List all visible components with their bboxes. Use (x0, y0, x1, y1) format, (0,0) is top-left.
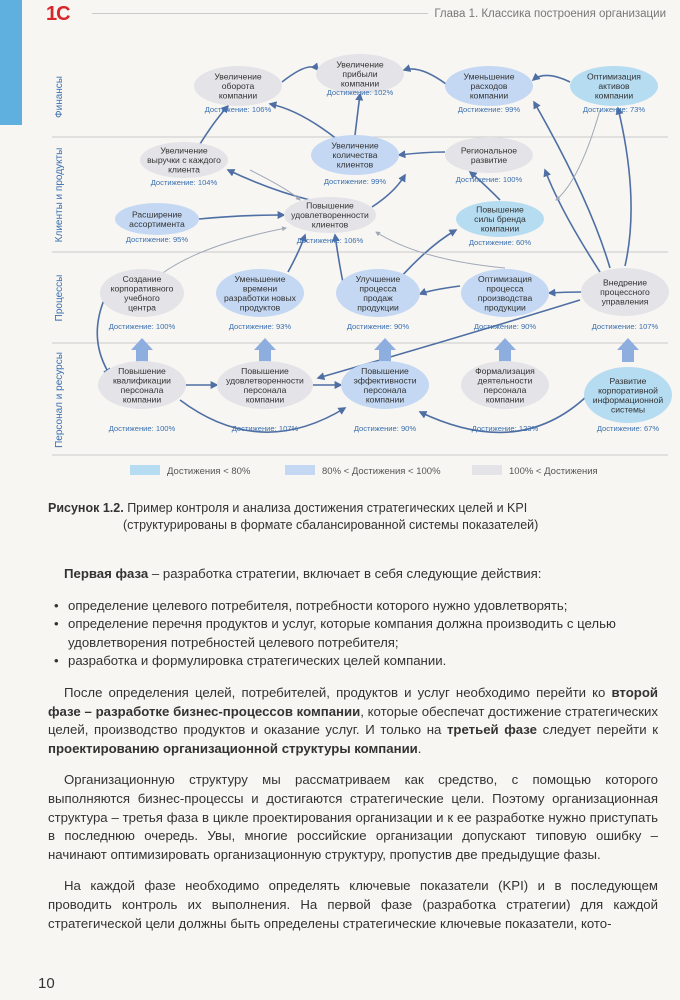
achievement-label: Достижение: 67% (596, 424, 660, 433)
goal-node-label: количества (332, 150, 378, 160)
goal-node-label: квалификации (113, 375, 171, 386)
goal-node-label: компании (485, 394, 525, 405)
goal-node-label: Повышение (241, 365, 289, 376)
goal-node-label: персонала (483, 384, 527, 395)
legend-label: 80% < Достижения < 100% (322, 466, 441, 477)
goal-node-label: Повышение (118, 365, 166, 376)
goal-node-label: продукции (357, 302, 399, 313)
achievement-label: Достижение: 100% (108, 322, 176, 331)
goal-node-label: Создание (122, 273, 162, 284)
goal-node-label: персонала (243, 384, 287, 395)
legend-swatch-mid (285, 465, 315, 475)
achievement-label: Достижение: 90% (353, 424, 417, 433)
lane-label: Процессы (54, 274, 65, 322)
achievement-label: Достижение: 123% (471, 424, 539, 433)
goal-node-label: удовлетворенности (226, 375, 304, 386)
phase1-rest: – разработка стратегии, включает в себя следующие действия: (148, 566, 542, 581)
diagram-arrow (549, 292, 582, 293)
block-arrow-up (617, 338, 639, 362)
goal-node-label: корпоративного (110, 283, 174, 294)
achievement-label: Достижение: 107% (231, 424, 299, 433)
goal-node-label: развитие (470, 154, 508, 165)
goal-node-label: клиентов (336, 159, 374, 170)
goal-node-label: информационной (592, 394, 664, 405)
goal-node-label: продаж (363, 292, 393, 303)
lane-label: Персонал и ресурсы (54, 352, 65, 448)
achievement-label: Достижение: 106% (204, 105, 272, 114)
goal-node-label: Оптимизация (587, 71, 641, 82)
goal-node-label: оборота (221, 81, 255, 91)
block-arrow-up (131, 338, 153, 362)
goal-node-label: компании (594, 90, 634, 101)
block-arrow-up (254, 338, 276, 362)
chapter-title: Глава 1. Классика построения организации (428, 8, 666, 20)
diagram-arrow (282, 67, 318, 82)
caption-label: Рисунок 1.2. (48, 501, 124, 515)
goal-node-label: компании (365, 394, 405, 405)
achievement-label: Достижение: 100% (108, 424, 176, 433)
achievement-label: Достижение: 90% (473, 322, 537, 331)
achievement-label: Достижение: 95% (125, 235, 189, 244)
goal-node-label: Увеличение (160, 145, 208, 156)
goal-node-label: силы бренда (474, 214, 526, 224)
diagram-arrow (533, 75, 570, 82)
goal-node-label: компании (340, 78, 380, 89)
block-arrow-up (374, 338, 396, 362)
diagram-arrow (399, 152, 445, 155)
goal-node-label: персонала (120, 384, 164, 395)
goal-node-label: Оптимизация (478, 273, 532, 284)
goal-node-label: персонала (363, 384, 407, 395)
goal-node-label: Уменьшение (463, 71, 515, 82)
goal-node-label: Увеличение (214, 71, 262, 82)
achievement-label: Достижение: 99% (457, 105, 521, 114)
diagram-arrow (618, 108, 631, 266)
achievement-label: Достижение: 107% (591, 322, 659, 331)
goal-node-label: удовлетворенности (291, 210, 369, 220)
goal-node-label: деятельности (477, 375, 533, 386)
paragraph-4: На каждой фазе необходимо определять ключевые показатели (KPI) и в последующем проводить контроль их выполнения. На первой фазе (разработка стратегии) для каждой стратегической цели должны быть определены стратегические ключевые показатели, кото- (48, 878, 658, 931)
goal-node-label: компании (245, 394, 285, 405)
goal-node-label: продукции (484, 302, 526, 313)
goal-node-label: процессного (600, 287, 650, 297)
goal-node-label: центра (128, 302, 156, 313)
goal-node-label: системы (610, 404, 646, 415)
diagram-arrow (199, 215, 284, 219)
publisher-logo: 1С (46, 3, 70, 25)
legend-label: 100% < Достижения (509, 466, 598, 477)
caption-line-2: (структурированы в формате сбалансированной системы показателей) (123, 518, 539, 532)
phase1-bold: Первая фаза (64, 566, 149, 581)
goal-node-label: разработки новых (224, 292, 296, 303)
goal-node-label: Уменьшение (234, 273, 286, 284)
diagram-arrow (270, 104, 338, 140)
kpi-diagram (0, 0, 680, 490)
goal-node-label: корпоративной (598, 385, 658, 396)
achievement-label: Достижение: 90% (346, 322, 410, 331)
legend-swatch-low (130, 465, 160, 475)
goal-node-label: Увеличение (331, 140, 379, 151)
achievement-label: Достижение: 106% (296, 236, 364, 245)
phase1-list (48, 597, 658, 671)
achievement-label: Достижение: 100% (455, 175, 523, 184)
goal-node-label: Повышение (476, 204, 524, 215)
goal-node-label: компании (218, 90, 258, 101)
achievement-label: Достижение: 102% (326, 88, 394, 97)
page-number: 10 (38, 975, 55, 992)
goal-node-label: ассортимента (129, 218, 185, 229)
list-item: • определение перечня продуктов и услуг, которые компания должна производить с целью удовлетворения потребностей целевого потребителя; (48, 615, 658, 652)
goal-node-label: Повышение (306, 200, 354, 211)
achievement-label: Достижение: 99% (323, 177, 387, 186)
goal-node-label: активов (598, 81, 630, 91)
block-arrow-up (494, 338, 516, 362)
goal-node-label: клиентов (311, 219, 349, 230)
diagram-arrow (534, 102, 610, 268)
goal-node-label: компании (469, 90, 509, 101)
goal-node-label: клиента (168, 164, 200, 175)
goal-node-label: эффективности (353, 375, 417, 386)
goal-node-label: Формализация (475, 365, 535, 376)
goal-node-label: процесса (359, 283, 397, 294)
goal-node-label: Увеличение (336, 59, 384, 70)
phase1-intro (48, 565, 658, 584)
diagram-nodes (98, 54, 672, 433)
diagram-arrow (97, 300, 110, 375)
paragraph-3: Организационную структуру мы рассматриваем как средство, с помощью которого выполняются бизнес-процессы и достигаются стратегические цели. Поэтому организационная структура – третья фаза в цикле проектирования организации и к ее разработке нужно приступать в последнюю очередь. Увы, многие российские организации допускают типовую ошибку – начинают оптимизировать организационную структуру, пропустив две предыдущие фазы. (48, 772, 658, 862)
list-item: • разработка и формулировка стратегических целей компании. (48, 652, 658, 671)
goal-node-label: выручки с каждого (147, 155, 221, 165)
figure-caption (48, 500, 658, 534)
legend-swatch-high (472, 465, 502, 475)
goal-node-label: Внедрение (603, 277, 647, 288)
goal-node-label: Повышение (361, 365, 409, 376)
diagram-arrow (404, 69, 446, 84)
list-item: • определение целевого потребителя, потребности которого нужно удовлетворять; (48, 597, 658, 616)
caption-line-1: Пример контроля и анализа достижения стратегических целей и KPI (127, 501, 528, 515)
goal-node-label: процесса (486, 283, 524, 294)
goal-node-label: учебного (124, 292, 160, 303)
achievement-label: Достижение: 73% (582, 105, 646, 114)
goal-node-label: прибыли (342, 69, 378, 79)
goal-node-label: компании (122, 394, 162, 405)
lane-label: Клиенты и продукты (54, 147, 65, 243)
goal-node-label: компании (480, 223, 520, 234)
goal-node-label: Улучшение (355, 273, 401, 284)
paragraph-2: После определения целей, потребителей, продуктов и услуг необходимо перейти ко второй фазе – разработке бизнес-процессов компании, которые обеспечат достижение стратегических целей, производство продуктов и оказание услуг. И только на третьей фазе следует перейти к проектированию организационной структуры компании. (48, 684, 658, 756)
achievement-label: Достижение: 60% (468, 238, 532, 247)
diagram-arrow (545, 170, 600, 272)
goal-node-label: управления (601, 296, 649, 307)
goal-node-label: Развитие (609, 375, 647, 386)
diagram-arrow (420, 286, 460, 294)
goal-node-label: Расширение (131, 209, 183, 220)
achievement-label: Достижение: 93% (228, 322, 292, 331)
goal-node-label: продуктов (239, 302, 281, 313)
goal-node-label: времени (242, 283, 278, 294)
diagram-arrow (355, 94, 360, 135)
goal-node-label: Региональное (460, 145, 518, 156)
goal-node-label: расходов (470, 81, 508, 91)
diagram-arrow (228, 170, 310, 200)
legend-label: Достижения < 80% (167, 466, 251, 477)
lane-label: Финансы (54, 76, 65, 118)
body-text (48, 565, 658, 946)
achievement-label: Достижение: 104% (150, 178, 218, 187)
goal-node-label: производства (477, 292, 533, 303)
